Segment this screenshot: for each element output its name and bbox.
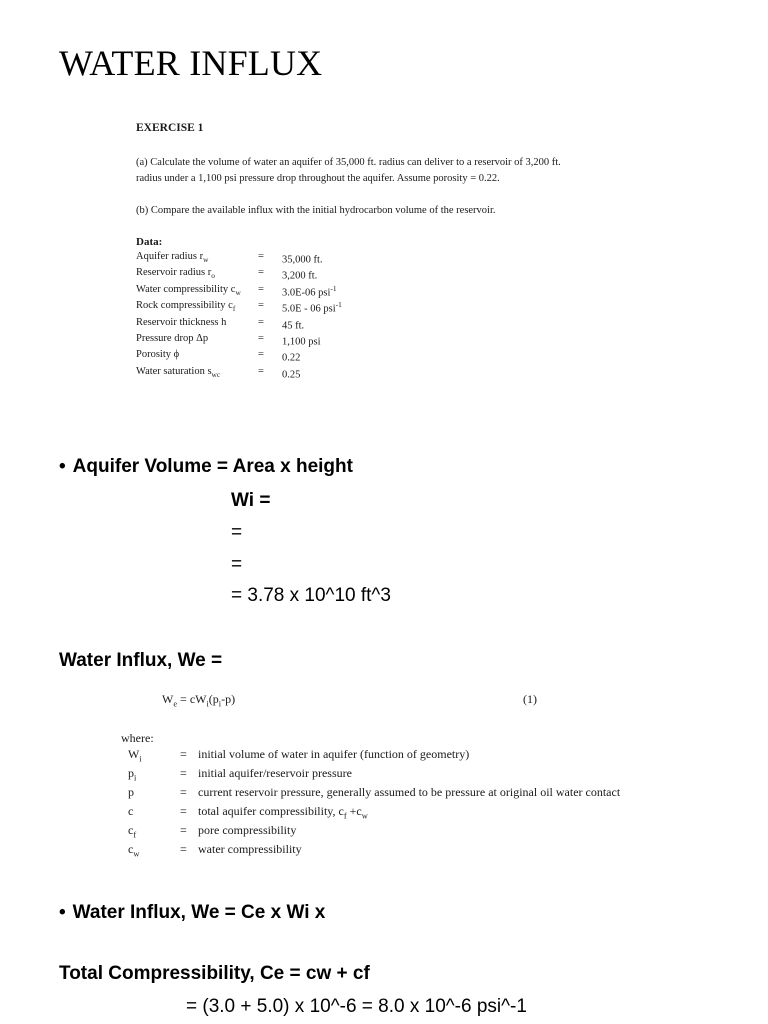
where-equals: = <box>180 804 187 818</box>
where-equals: = <box>180 747 187 761</box>
data-value: 0.25 <box>282 369 301 381</box>
data-value: 35,000 ft. <box>282 254 323 266</box>
data-equals: = <box>258 365 264 377</box>
data-value: 1,100 psi <box>282 336 321 348</box>
aquifer-volume-heading: • Aquifer Volume = Area x height <box>59 456 353 478</box>
data-equals: = <box>258 316 264 328</box>
where-description: pore compressibility <box>198 823 297 837</box>
data-label: Reservoir radius $r_o$ <box>136 267 215 281</box>
water-influx-bullet: • Water Influx, We = Ce x Wi x <box>59 902 325 924</box>
data-equals: = <box>258 267 264 279</box>
exercise-part-b: (b) Compare the available influx with the initial hydrocarbon volume of the reservoir. <box>136 205 496 216</box>
where-symbol: p <box>128 785 134 799</box>
data-label: Porosity ϕ <box>136 349 180 361</box>
where-description: water compressibility <box>198 842 302 856</box>
data-value: 5.0E - 06 psi$^{-1}$ <box>282 300 342 315</box>
data-label: Water compressibility $c_w$ <box>136 283 241 297</box>
exercise-heading: EXERCISE 1 <box>136 122 204 134</box>
aquifer-volume-line1: Wi = <box>231 490 271 511</box>
data-label: Rock compressibility $c_f$ <box>136 300 236 314</box>
formula-number: (1) <box>523 692 537 706</box>
where-equals: = <box>180 842 187 856</box>
data-equals: = <box>258 283 264 295</box>
aquifer-volume-line3: = <box>231 554 243 575</box>
page-title: WATER INFLUX <box>59 43 323 83</box>
where-heading: where: <box>121 731 154 745</box>
data-value: 3.0E-06 psi$^{-1}$ <box>282 283 337 299</box>
data-label: Aquifer radius $r_w$ <box>136 251 209 265</box>
data-equals: = <box>258 300 264 312</box>
where-symbol: $c_f$ <box>128 823 137 840</box>
aquifer-volume-line2: = <box>231 522 243 543</box>
where-equals: = <box>180 823 187 837</box>
where-description: current reservoir pressure, generally assumed to be pressure at original oil water contact <box>198 785 621 799</box>
data-heading: Data: <box>136 236 163 248</box>
where-equals: = <box>180 785 187 799</box>
where-description: initial aquifer/reservoir pressure <box>198 766 352 780</box>
data-equals: = <box>258 349 264 361</box>
total-compressibility-result: = (3.0 + 5.0) x 10^-6 = 8.0 x 10^-6 psi^-1 <box>186 996 527 1017</box>
data-equals: = <box>258 251 264 262</box>
water-influx-heading: Water Influx, We = <box>59 650 223 671</box>
total-compressibility-heading: Total Compressibility, Ce = cw + cf <box>59 963 370 984</box>
where-description: total aquifer compressibility, $c_f +c_w$ <box>198 804 368 821</box>
where-symbol: $W_i$ <box>128 747 142 764</box>
where-symbol: $c_w$ <box>128 842 140 859</box>
where-symbol: c <box>128 804 134 818</box>
data-label: Water saturation $s_{wc}$ <box>136 365 221 379</box>
exercise-part-a-line2: radius under a 1,100 psi pressure drop throughout the aquifer. Assume porosity = 0.22. <box>136 173 500 184</box>
data-value: 0.22 <box>282 352 301 364</box>
data-value: 3,200 ft. <box>282 270 318 282</box>
where-description: initial volume of water in aquifer (function of geometry) <box>198 747 470 761</box>
data-equals: = <box>258 332 264 344</box>
data-value: 45 ft. <box>282 320 305 332</box>
data-label: Pressure drop Δp <box>136 332 209 344</box>
data-label: Reservoir thickness h <box>136 316 227 328</box>
where-symbol: $p_i$ <box>128 766 137 783</box>
exercise-part-a-line1: (a) Calculate the volume of water an aquifer of 35,000 ft. radius can deliver to a reservoir of 3,200 ft. <box>136 157 561 168</box>
water-influx-formula: $W_e = cW_i(p_i-p)$ <box>162 692 236 709</box>
aquifer-volume-result: = 3.78 x 10^10 ft^3 <box>231 585 391 606</box>
where-equals: = <box>180 766 187 780</box>
